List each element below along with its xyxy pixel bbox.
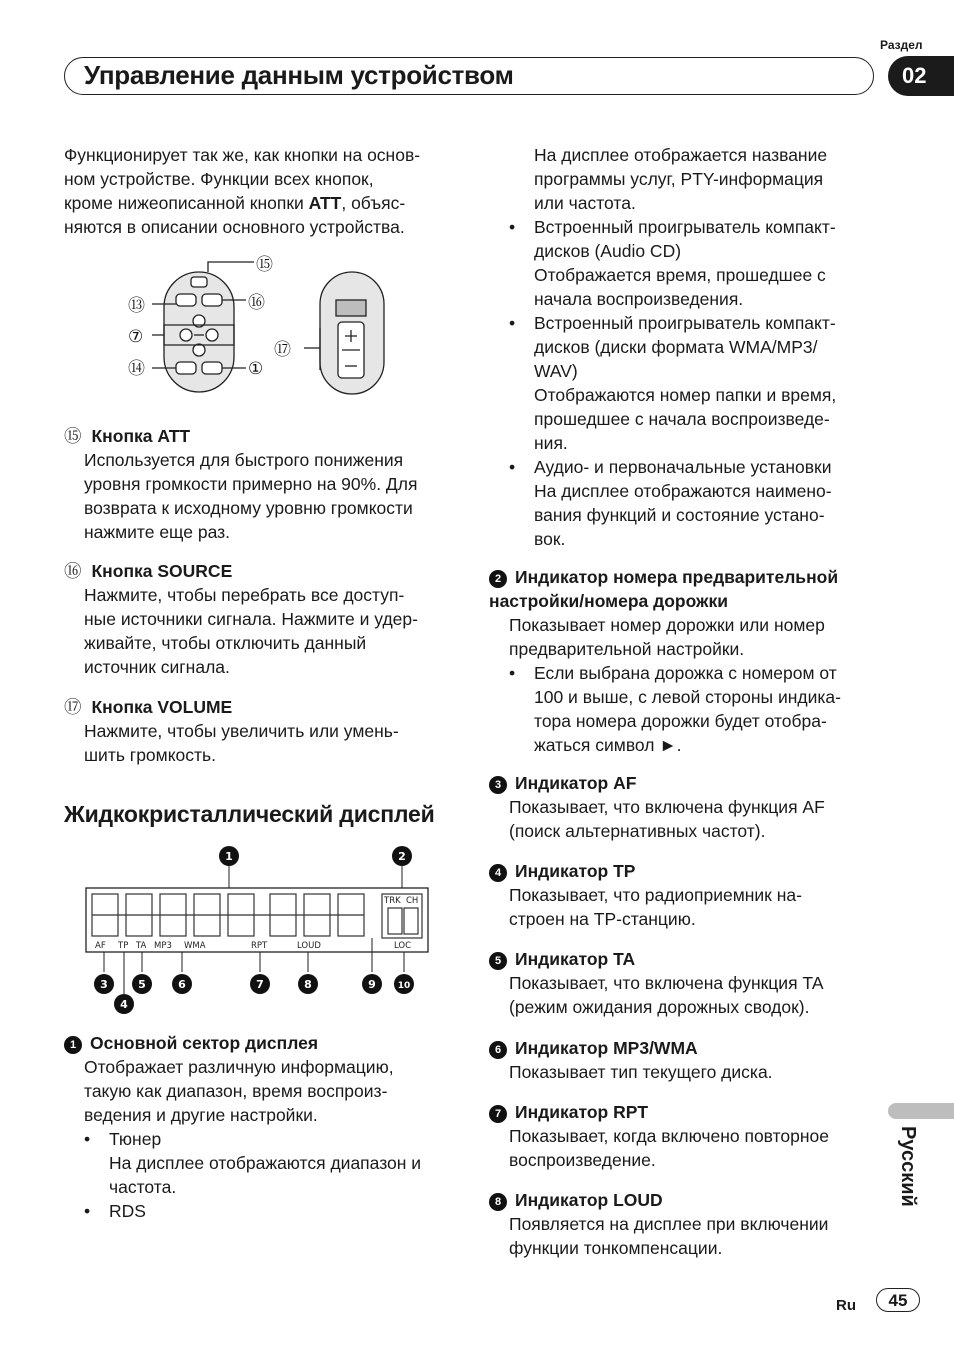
lcd-indicator-tp: TP: [118, 941, 129, 951]
lcd-indicator-wma: WMA: [184, 941, 206, 951]
callout-7: ⑦: [128, 327, 144, 347]
lcd-indicator-trk: TRK: [384, 896, 401, 906]
lcd-callout-3: 3: [100, 978, 108, 991]
lcd-section-heading: Жидкокристаллический дисплей: [64, 801, 435, 827]
bullet-track-100: • Если выбрана дорожка с номером от 100 и выше, с левой стороны индика- тора номера дорожки будет отобра- жаться символ ►.: [509, 661, 889, 757]
item-1-main-display: 1 Основной сектор дисплея Отображает различную информацию, такую как диапазон, время воспроиз- ведения и другие настройки. • Тюнер На дисплее отображаются диапазон и частота. • RDS: [64, 1031, 464, 1223]
item-16-source: ⑯ Кнопка SOURCE Нажмите, чтобы перебрать все доступ- ные источники сигнала. Нажмите и удер- живайте, чтобы отключить данный источник сигнала.: [64, 561, 418, 677]
item-15-att: ⑮ Кнопка ATT Используется для быстрого понижения уровня громкости примерно на 90%. Для возврата к исходному уровню громкости нажмите еще раз.: [64, 426, 418, 542]
lcd-callout-7: 7: [256, 978, 264, 991]
lcd-indicator-af: AF: [95, 941, 106, 951]
section-label: Раздел: [880, 38, 923, 52]
lcd-callout-8: 8: [304, 978, 312, 991]
item-7-rpt: 7 Индикатор RPT Показывает, когда включено повторное воспроизведение.: [489, 1100, 889, 1172]
item-2-preset-track: 2 Индикатор номера предварительной настройки/номера дорожки Показывает номер дорожки или номер предварительной настройки. • Если выбрана дорожка с номером от 100 и выше, с левой стороны индика- тора номера дорожки будет отобра- жаться символ ►.: [489, 565, 889, 757]
language-label: Русский: [897, 1126, 919, 1207]
lcd-indicator-loud: LOUD: [297, 941, 321, 951]
remote-control-illustration: [124, 250, 394, 400]
lcd-callout-4: 4: [120, 998, 128, 1011]
page-title: Управление данным устройством: [84, 60, 514, 90]
item-6-mp3-wma: 6 Индикатор MP3/WMA Показывает тип текущего диска.: [489, 1036, 889, 1084]
lcd-callout-10: 10: [397, 981, 411, 991]
language-tab: [888, 1103, 954, 1119]
callout-17: ⑰: [274, 340, 291, 360]
lcd-display-illustration: [84, 842, 434, 1014]
callout-15: ⑮: [256, 255, 273, 275]
lcd-indicator-mp3: MP3: [154, 941, 172, 951]
lcd-indicator-ch: CH: [406, 896, 419, 906]
callout-14: ⑭: [128, 359, 145, 379]
item-17-volume: ⑰ Кнопка VOLUME Нажмите, чтобы увеличить или умень- шить громкость.: [64, 697, 399, 765]
lcd-indicator-loc: LOC: [394, 941, 412, 951]
lcd-callout-1: 1: [225, 850, 233, 863]
bullet-compressed-audio: • Встроенный проигрыватель компакт- дисков (диски формата WMA/MP3/ WAV) Отображаются номер папки и время, прошедшее с начала воспроизведе- ния.: [509, 311, 889, 455]
lcd-callout-6: 6: [178, 978, 186, 991]
right-column-top: На дисплее отображается название программы услуг, PTY-информация или частота. • Встроенный проигрыватель компакт- дисков (Audio CD) Отображается время, прошедшее с начала воспроизведения. • Встроенный проигрыватель компакт- дисков (диски формата WMA/MP3/ WAV) Отображаются номер папки и время, прошедшее с начала воспроизведе- ния. • Аудио- и первоначальные установки На дисплее отображаются наимено- вания функций и состояние устано- вок.: [489, 143, 889, 551]
callout-1: ①: [248, 359, 264, 379]
lcd-indicator-ta: TA: [136, 941, 147, 951]
language-code: Ru: [836, 1297, 856, 1314]
bullet-audio-cd: • Встроенный проигрыватель компакт- дисков (Audio CD) Отображается время, прошедшее с начала воспроизведения.: [509, 215, 889, 311]
callout-16: ⑯: [248, 293, 265, 313]
bullet-audio-settings: • Аудио- и первоначальные установки На дисплее отображаются наимено- вания функций и состояние устано- вок.: [509, 455, 889, 551]
lcd-callout-9: 9: [368, 978, 376, 991]
bullet-tuner: • Тюнер На дисплее отображаются диапазон и частота.: [84, 1127, 464, 1199]
callout-13: ⑬: [128, 296, 145, 316]
lcd-callout-5: 5: [138, 978, 146, 991]
lcd-callout-2: 2: [398, 850, 406, 863]
item-3-af: 3 Индикатор AF Показывает, что включена функция AF (поиск альтернативных частот).: [489, 771, 889, 843]
intro-paragraph: Функционирует так же, как кнопки на основ- ном устройстве. Функции всех кнопок, кроме нижеописанной кнопки ATT, объяс- няются в описании основного устройства.: [64, 145, 421, 237]
bullet-rds: • RDS: [84, 1199, 464, 1223]
item-4-tp: 4 Индикатор TP Показывает, что радиоприемник на- строен на TP-станцию.: [489, 859, 889, 931]
item-8-loud: 8 Индикатор LOUD Появляется на дисплее при включении функции тонкомпенсации.: [489, 1188, 889, 1260]
lcd-indicator-rpt: RPT: [251, 941, 268, 951]
item-5-ta: 5 Индикатор TA Показывает, что включена функция TA (режим ожидания дорожных сводок).: [489, 947, 889, 1019]
page-number: 45: [876, 1288, 920, 1312]
section-number-badge: 02: [888, 56, 954, 96]
